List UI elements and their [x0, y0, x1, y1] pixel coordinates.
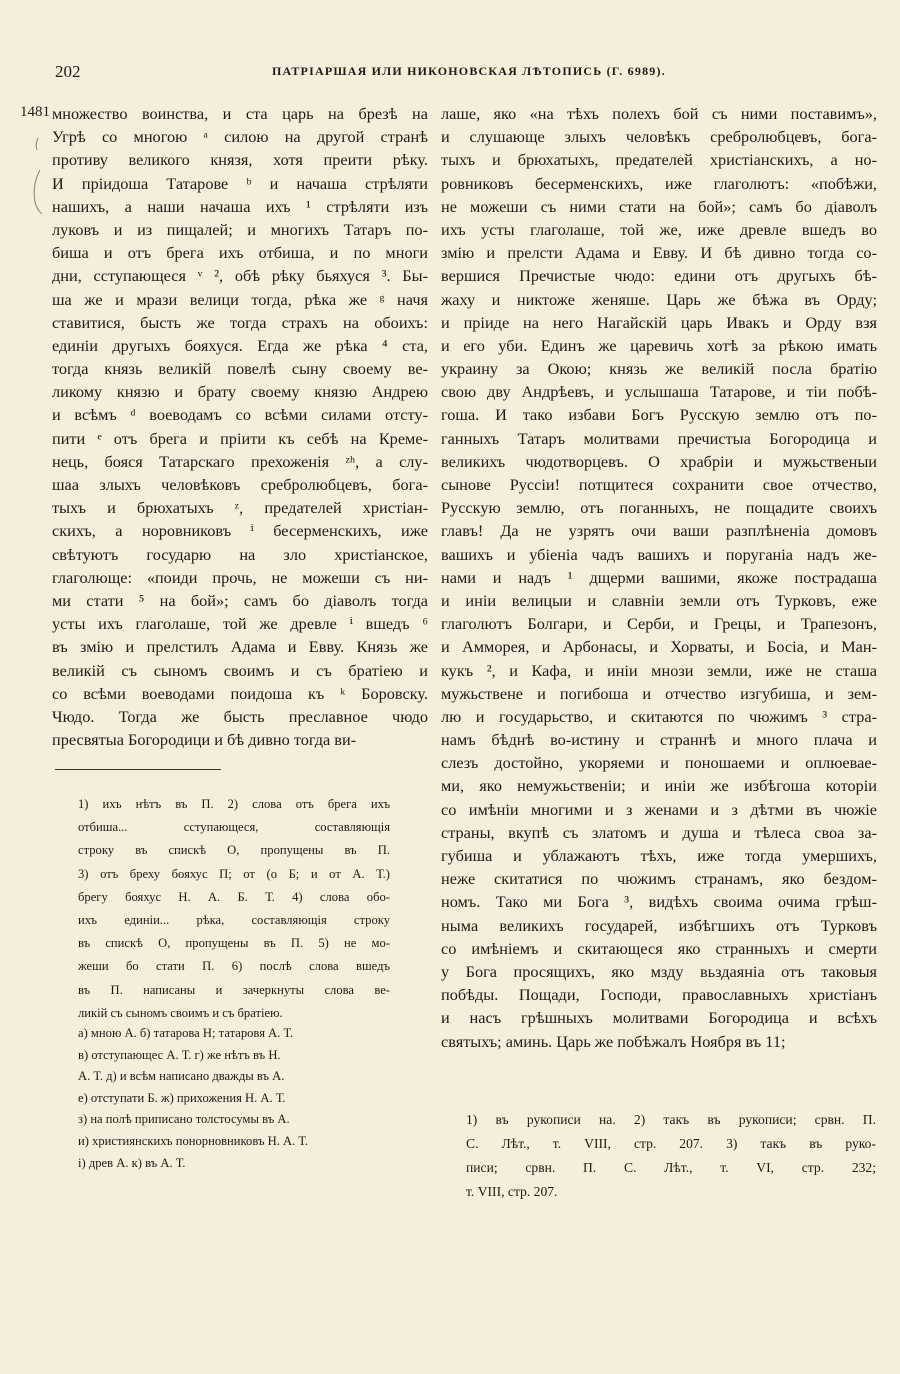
text-line: слезъ достойно, укоряеми и поношаеми и оплюевае-	[441, 753, 877, 773]
text-line: не можеши съ ними стати на бой»; самъ бо діаволъ	[441, 196, 877, 216]
text-line: ликому князю и брату своему князю Андрею	[52, 382, 428, 402]
text-line: вершися Пречистые чюдо: едини отъ другыхъ бѣ-	[441, 266, 877, 286]
text-line: усты ихъ глаголаше, той же древле ⁱ вшедъ ⁶	[52, 614, 428, 634]
text-line: и Амморея, и Арбонасы, и Хорваты, и Босіа, и Ман-	[441, 637, 877, 657]
footnote-line: 1) въ рукописи на. 2) такъ въ рукописи; срвн. П.	[466, 1112, 876, 1127]
text-line: единіи другыхъ бояхуся. Егда же рѣка ⁴ ста,	[52, 335, 428, 355]
text-line: шаа злыхъ человѣковъ сребролюбцевъ, бога-	[52, 475, 428, 494]
page-number: 202	[55, 62, 81, 81]
text-line: лаше, яко «на тѣхъ полехъ бой съ ними поставимъ»,	[441, 104, 877, 123]
text-line: губиша и ублажаютъ тѣхъ, иже тогда умершихъ,	[441, 846, 877, 865]
text-line: и пріиде на него Нагайскій царь Ивакъ и Орду взя	[441, 312, 877, 332]
text-line: нець, бояся Татарскаго прехоженія ᶻʰ, а слу-	[52, 451, 428, 471]
footnote-line: ихъ единіи... рѣка, составляющія строку	[78, 912, 390, 927]
text-line: кукъ ², и Кафа, и иніи мнози земли, иже не сташа	[441, 660, 877, 680]
text-line: лю и государьство, и скитаются по чюжимъ ³ стра-	[441, 706, 877, 726]
footnotes-numbered-left	[78, 793, 390, 1025]
footnote-line: отбиша... сступающеся, составляющія	[78, 820, 390, 835]
running-title: ПАТРІАРШАЯ ИЛИ НИКОНОВСКАЯ ЛѢТОПИСЬ (Г. 6989).	[272, 64, 666, 78]
text-line: главъ! Да не узрятъ очи ваши разплѣненіа домовъ	[441, 521, 877, 541]
margin-year: 1481	[20, 104, 50, 120]
text-line: у Бога просящихъ, яко мзду вьздаяніа отъ таковыя	[441, 961, 877, 981]
footnote-line: а) мною А. б) татарова Н; татаровя А. Т.	[78, 1026, 294, 1040]
text-line: ровниковъ бесерменскихъ, иже глаголютъ: «побѣжи,	[441, 173, 877, 193]
text-line: со всѣми воеводами поидоша къ ᵏ Боровску.	[52, 683, 428, 703]
text-line: и насъ грѣшныхъ молитвами Богородица и всѣхъ	[441, 1008, 877, 1028]
footnote-line: въ спискѣ О, пропущены въ П. 5) не мо-	[78, 936, 390, 951]
text-line: вашихъ и убіеніа чадъ вашихъ и поруганіа надъ же-	[441, 544, 877, 564]
footnote-line: брегу бояхус Н. А. Б. Т. 4) слова обо-	[78, 889, 390, 904]
text-line: номъ. Тако ми Бога ³, видѣхъ своима очима грѣш-	[441, 892, 877, 912]
text-line: змію и прелсти Адама и Евву. И бѣ дивно тогда со-	[441, 243, 877, 263]
text-line: и всѣмъ ᵈ воеводамъ со всѣми силами отсту-	[52, 405, 428, 425]
text-line: нашихъ, а наши начаша ихъ ¹ стрѣляти изъ	[52, 196, 428, 216]
text-line: дни, сступающеся ᵛ ², обѣ рѣку бьяхуся ³. Бы-	[52, 266, 428, 286]
text-line: сынове Руссіи! потщитеся сохранити свое отчество,	[441, 475, 877, 494]
text-line: и иніи велицыи и славніи земли отъ Турковъ, еже	[441, 590, 877, 610]
footnote-line: жеши бо стати П. 6) послѣ слова вшедъ	[78, 959, 390, 974]
text-line: Русскую землю, отъ поганныхъ, не пощадите своихъ	[441, 498, 877, 518]
footnote-line: і) древ А. к) въ А. Т.	[78, 1155, 186, 1170]
text-line: тогда князь великій повелѣ сыну своему ве-	[52, 359, 428, 379]
footnote-line: е) отступати Б. ж) прихожения Н. А. Т.	[78, 1090, 286, 1105]
footnote-line: и) християнскихъ понорновниковъ Н. А. Т.	[78, 1133, 308, 1148]
text-line: глаголюще: «поиди прочь, не можеши съ ни-	[52, 567, 428, 587]
text-line: И пріидоша Татарове ᵇ и начаша стрѣляти	[52, 173, 428, 193]
footnote-line: строку въ спискѣ О, пропущены въ П.	[78, 843, 390, 858]
footnotes-right	[466, 1108, 876, 1204]
text-line: свѣтуютъ государю на зло христіанское,	[52, 544, 428, 564]
text-line: мужьствене и погибоша и отчество изгубиша, и зем-	[441, 683, 877, 703]
footnote-line: ликій съ сыномъ своимъ и съ братіею.	[78, 1005, 283, 1020]
footnote-line: т. VIII, стр. 207.	[466, 1184, 558, 1199]
margin-pencil-marks	[28, 130, 48, 220]
text-line: намъ бѣднѣ во-истину и страннѣ и много плача и	[441, 730, 877, 750]
text-line: неже скитатися по чюжимъ странамъ, яко бездом-	[441, 869, 877, 889]
text-line: страны, вкупѣ съ златомъ и душа и тѣлеса своа за-	[441, 822, 877, 842]
text-line: и его уби. Единъ же царевичь хотѣ за рѣкою имать	[441, 335, 877, 355]
footnote-line: А. Т. д) и всѣм написано дважды въ А.	[78, 1069, 285, 1084]
footnote-line: в) отступающес А. Т. г) же нѣтъ въ Н.	[78, 1047, 281, 1062]
text-line: и слушающе злыхъ человѣкъ сребролюбцевъ, бога-	[441, 127, 877, 147]
text-line: побѣды. Пощади, Господи, православныхъ христіанъ	[441, 985, 877, 1005]
text-line: биша и отъ брега ихъ отбиша, и по многи	[52, 243, 428, 263]
text-line: свою дву Андрѣевъ, и услышаша Татарове, и тіи побѣ-	[441, 382, 877, 402]
text-line: скихъ, а норовниковъ ⁱ бесерменскихъ, иже	[52, 521, 428, 541]
text-line: великихъ чюдотворцевъ. О храбріи и мужьственыи	[441, 451, 877, 471]
text-line: жаху и никтоже женяше. Царь же бѣжа въ Орду;	[441, 289, 877, 309]
text-line: гоша. И тако избави Богъ Русскую землю отъ по-	[441, 405, 877, 425]
footnote-line: писи; срвн. П. С. Лѣт., т. VI, стр. 232;	[466, 1160, 876, 1175]
text-line: украину за Окою; князь же великій посла братію	[441, 359, 877, 379]
text-line: нымa великихъ государей, избѣгшихъ отъ Турковъ	[441, 915, 877, 935]
text-line: Чюдо. Тогда же бысть преславное чюдо	[52, 706, 428, 726]
text-line: святыхъ; аминь. Царь же побѣжалъ Ноября въ 11;	[441, 1031, 786, 1051]
footnote-line: въ П. написаны и зачеркнуты слова ве-	[78, 982, 390, 997]
text-line: ша же и мрази велици тогда, рѣка же ᵍ начя	[52, 289, 428, 309]
text-line: со имѣніи многими и з женами и з дѣтми въ чюжіе	[441, 799, 877, 819]
text-line: тыхъ и брюхатыхъ ᶻ, предателей христіан-	[52, 498, 428, 518]
text-line: ганныхъ Татаръ молитвами пречистыа Богородица и	[441, 428, 877, 448]
text-line: глаголютъ Болгари, и Серби, и Грецы, и Трапезонъ,	[441, 614, 877, 634]
text-line: въ змію и прелстилъ Адама и Евву. Князь же	[52, 637, 428, 657]
text-line: тыхъ и брюхатыхъ, предателей христіанскихъ, а но-	[441, 150, 877, 170]
text-line: ихъ усты глаголаше, той же, иже древле вшедъ во	[441, 219, 877, 239]
text-line: противу великого князя, хотя преити рѣку.	[52, 150, 428, 170]
text-line: ставитися, бысть же тогда страхъ на обоихъ:	[52, 312, 428, 332]
text-line: со имѣніемъ и скитающеся яко странныхъ и смерти	[441, 938, 877, 958]
text-line: нами и надъ ¹ дщерми вашими, якоже пострадаша	[441, 567, 877, 587]
text-line: Угрѣ со многою ᵃ силою на другой странѣ	[52, 127, 428, 147]
right-text-column	[441, 102, 877, 1053]
text-line: множество воинства, и ста царь на брезѣ на	[52, 104, 428, 123]
text-line: пити ᵉ отъ брега и пріити къ себѣ на Креме-	[52, 428, 428, 448]
footnote-line: 3) отъ бреху бояхус П; от (о Б; и от А. Т.)	[78, 866, 390, 881]
text-line: луковъ и из пищалей; и многихъ Татаръ по-	[52, 219, 428, 239]
footnote-divider	[55, 769, 221, 770]
text-line: ми, яко немужьственіи; и иніи же избѣгоша которіи	[441, 776, 877, 796]
footnote-line: 1) ихъ нѣтъ въ П. 2) слова отъ брега ихъ	[78, 797, 390, 811]
text-line: ми стати ⁵ на бой»; самъ бо діаволъ тогда	[52, 590, 428, 610]
footnotes-lettered-left	[78, 1023, 390, 1174]
left-text-column	[52, 102, 428, 751]
text-line: пресвятыа Богородици и бѣ дивно тогда ви-	[52, 730, 357, 750]
text-line: великій съ сыномъ своимъ и съ братіею и	[52, 660, 428, 680]
footnote-line: з) на полѣ приписано толстосумы въ А.	[78, 1112, 290, 1127]
footnote-line: С. Лѣт., т. VIII, стр. 207. 3) такъ въ руко-	[466, 1136, 876, 1151]
